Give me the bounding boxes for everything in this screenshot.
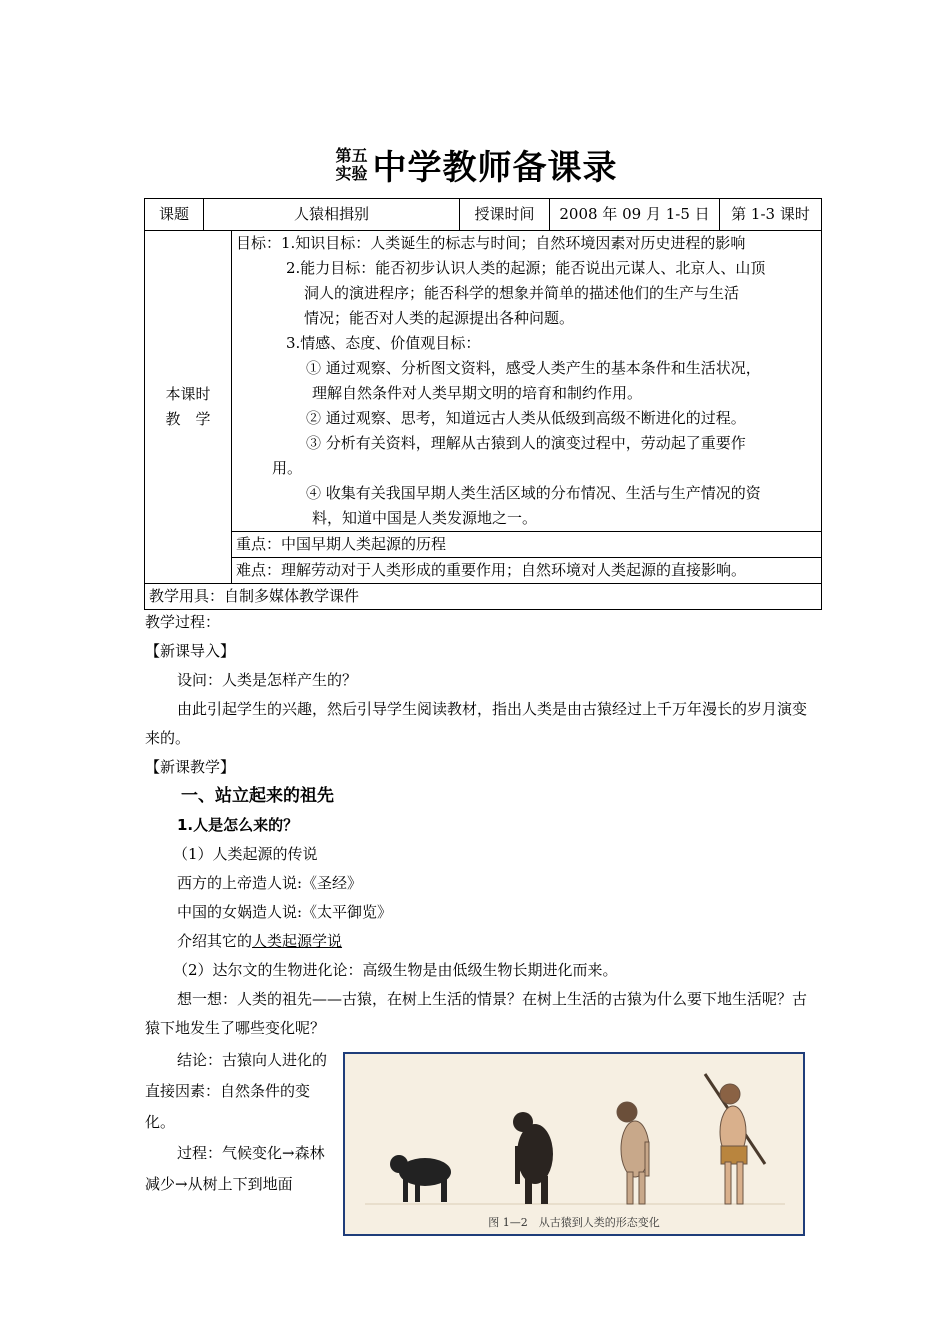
- lesson-value: 人猿相揖别: [204, 199, 460, 231]
- objectives-label: 本课时 教 学: [145, 231, 232, 584]
- section-heading: 一、站立起来的祖先: [181, 786, 334, 806]
- china-legend: 中国的女娲造人说:《太平御览》: [177, 903, 393, 921]
- west-legend: 西方的上帝造人说:《圣经》: [177, 874, 363, 892]
- objective-line: 料，知道中国是人类发源地之一。: [312, 509, 538, 527]
- objective-line: ② 通过观察、思考，知道远古人类从低级到高级不断进化的过程。: [306, 409, 746, 427]
- other-theories: 介绍其它的人类起源学说: [177, 932, 343, 950]
- time-value: 2008 年 09 月 1-5 日: [550, 199, 720, 231]
- side-notes: [145, 1045, 333, 1200]
- intro-heading: 【新课导入】: [145, 642, 236, 660]
- conclusion-text: 结论：古猿向人进化的直接因素：自然条件的变化。: [145, 1051, 328, 1131]
- objective-line: 目标：1.知识目标：人类诞生的标志与时间；自然环境因素对历史进程的影响: [236, 234, 746, 252]
- page-header: [0, 140, 950, 189]
- process-text: 过程：气候变化→森林减少→从树上下到地面: [145, 1144, 325, 1193]
- intro-text: 由此引起学生的兴趣，然后引导学生阅读教材，指出人类是由古猿经过上千万年漫长的岁月演变来的。: [145, 700, 808, 747]
- objective-line: 用。: [272, 459, 303, 477]
- theory-link[interactable]: 人类起源学说: [252, 932, 343, 950]
- key-point: 重点：中国早期人类起源的历程: [232, 532, 822, 558]
- objective-line: 洞人的演进程序；能否科学的想象并简单的描述他们的生产与生活: [304, 284, 740, 302]
- lesson-body: [145, 608, 813, 1043]
- evolution-illustration: [345, 1054, 803, 1234]
- period-value: 第 1-3 课时: [720, 199, 822, 231]
- school-name: 第五 实验: [335, 145, 368, 183]
- darwin-text: （2）达尔文的生物进化论：高级生物是由低级生物长期进化而来。: [173, 961, 618, 979]
- objectives-cell: [232, 231, 822, 532]
- difficult-point: 难点：理解劳动对于人类形成的重要作用；自然环境对人类起源的直接影响。: [232, 558, 822, 584]
- process-heading: 教学过程：: [145, 613, 221, 631]
- page-title: 中学教师备课录: [372, 148, 618, 188]
- legend-title: （1）人类起源的传说: [173, 845, 318, 863]
- teach-heading: 【新课教学】: [145, 758, 236, 776]
- objective-line: 2.能力目标：能否初步认识人类的起源；能否说出元谋人、北京人、山顶: [286, 259, 766, 277]
- objective-line: 情况；能否对人类的起源提出各种问题。: [304, 309, 575, 327]
- objective-line: ① 通过观察、分析图文资料，感受人类产生的基本条件和生活状况，: [306, 359, 761, 377]
- think-text: 想一想：人类的祖先——古猿，在树上生活的情景？在树上生活的古猿为什么要下地生活呢？古猿下地发生了哪些变化呢？: [145, 990, 808, 1037]
- time-label: 授课时间: [460, 199, 550, 231]
- evolution-figure: [343, 1052, 805, 1236]
- lesson-plan-table: [144, 198, 822, 610]
- objective-line: 3.情感、态度、价值观目标：: [286, 334, 481, 352]
- question-text: 设问：人类是怎样产生的？: [177, 671, 358, 689]
- objective-line: ④ 收集有关我国早期人类生活区域的分布情况、生活与生产情况的资: [306, 484, 761, 502]
- figure-caption: 图 1—2 从古猿到人类的形态变化: [488, 1216, 660, 1229]
- subsection-heading: 1.人是怎么来的？: [177, 816, 299, 834]
- lesson-label: 课题: [145, 199, 204, 231]
- teaching-tools: 教学用具：自制多媒体教学课件: [145, 584, 822, 610]
- objective-line: ③ 分析有关资料，理解从古猿到人的演变过程中，劳动起了重要作: [306, 434, 746, 452]
- objective-line: 理解自然条件对人类早期文明的培育和制约作用。: [312, 384, 643, 402]
